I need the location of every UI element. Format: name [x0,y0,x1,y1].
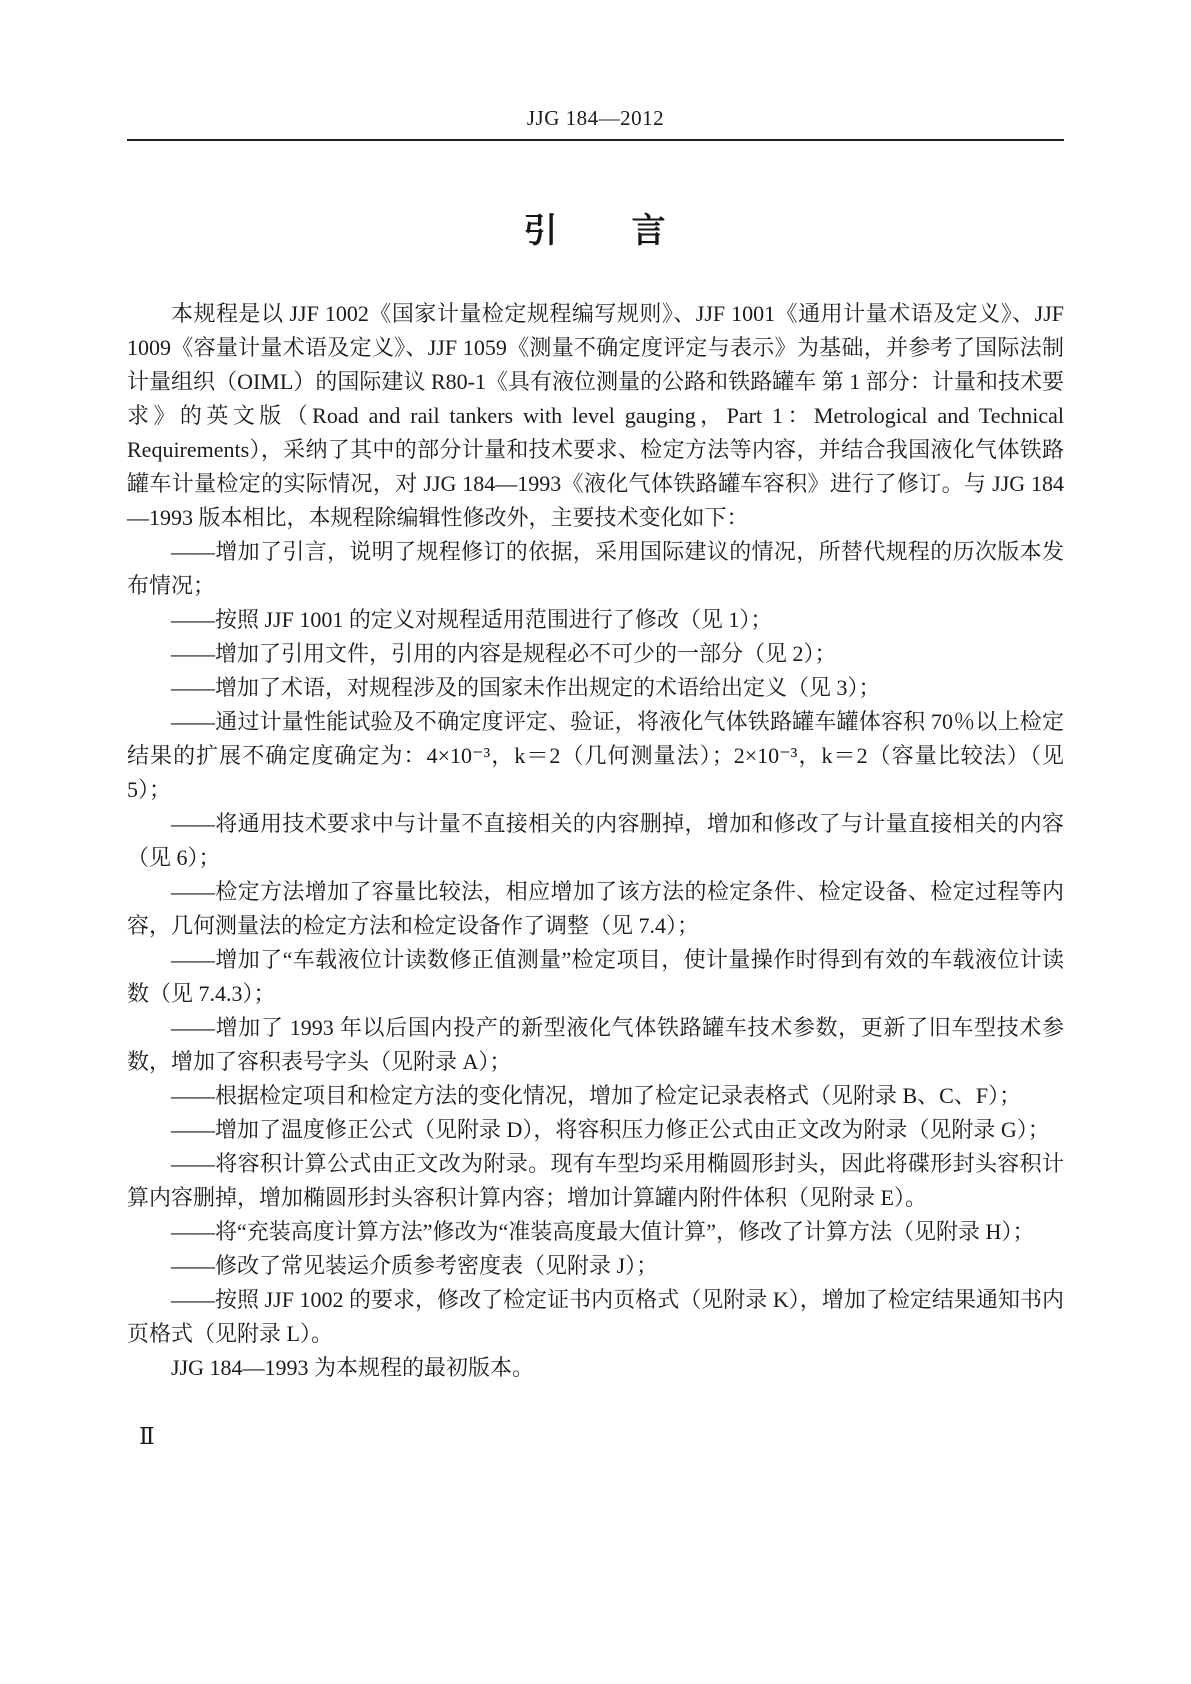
paragraph-change-5: ——通过计量性能试验及不确定度评定、验证，将液化气体铁路罐车罐体容积 70％以上检定结果的扩展不确定度确定为：4×10⁻³，k＝2（几何测量法）；2×10⁻³，k＝2（容量比较法）（见 5）； [127,709,1064,802]
header-rule [127,139,1064,141]
paragraph-change-11: ——增加了温度修正公式（见附录 D），将容积压力修正公式由正文改为附录（见附录 G）； [171,1117,1050,1142]
document-body [127,297,1064,1385]
paragraph-change-2: ——按照 JJF 1001 的定义对规程适用范围进行了修改（见 1）； [171,607,773,632]
page-title: 引 言 [523,213,668,250]
paragraph-change-3: ——增加了引用文件，引用的内容是规程必不可少的一部分（见 2）； [171,641,837,666]
page-number: Ⅱ [139,1424,155,1449]
paragraph-change-8: ——增加了“车载液位计读数修正值测量”检定项目，使计量操作时得到有效的车载液位计读数（见 7.4.3）； [127,947,1064,1006]
paragraph-change-14: ——修改了常见装运介质参考密度表（见附录 J）； [171,1253,659,1278]
document-header [127,106,1064,131]
paragraph-change-6: ——将通用技术要求中与计量不直接相关的内容删掉，增加和修改了与计量直接相关的内容（见 6）； [127,811,1064,870]
paragraph-change-12: ——将容积计算公式由正文改为附录。现有车型均采用椭圆形封头，因此将碟形封头容积计算内容删掉，增加椭圆形封头容积计算内容；增加计算罐内附件体积（见附录 E）。 [127,1151,1064,1210]
paragraph-change-1: ——增加了引言，说明了规程修订的依据，采用国际建议的情况，所替代规程的历次版本发布情况； [127,539,1064,598]
paragraph-intro: 本规程是以 JJF 1002《国家计量检定规程编写规则》、JJF 1001《通用计量术语及定义》、JJF 1009《容量计量术语及定义》、JJF 1059《测量不确定度评定与表示》为基础，并参考了国际法制计量组织（OIML）的国际建议 R80-1《具有液位测量的公路和铁路罐车 第 1 部分：计量和技术要求》的英文版（Road and rail tankers with level gauging，Part 1：Metrological and Technical Requirements），采纳了其中的部分计量和技术要求、检定方法等内容，并结合我国液化气体铁路罐车计量检定的实际情况，对 JJG 184—1993《液化气体铁路罐车容积》进行了修订。与 JJG 184—1993 版本相比，本规程除编辑性修改外，主要技术变化如下： [127,301,1064,530]
paragraph-change-9: ——增加了 1993 年以后国内投产的新型液化气体铁路罐车技术参数，更新了旧车型技术参数，增加了容积表号字头（见附录 A）； [127,1015,1064,1074]
paragraph-change-4: ——增加了术语，对规程涉及的国家未作出规定的术语给出定义（见 3）； [171,675,881,700]
paragraph-closing: JJG 184—1993 为本规程的最初版本。 [171,1355,535,1380]
paragraph-change-7: ——检定方法增加了容量比较法，相应增加了该方法的检定条件、检定设备、检定过程等内容，几何测量法的检定方法和检定设备作了调整（见 7.4）； [127,879,1064,938]
paragraph-change-13: ——将“充装高度计算方法”修改为“准装高度最大值计算”，修改了计算方法（见附录 H）； [171,1219,1035,1244]
document-number: JJG 184—2012 [526,106,665,130]
paragraph-change-15: ——按照 JJF 1002 的要求，修改了检定证书内页格式（见附录 K），增加了检定结果通知书内页格式（见附录 L）。 [127,1287,1064,1346]
paragraph-change-10: ——根据检定项目和检定方法的变化情况，增加了检定记录表格式（见附录 B、C、F）； [171,1083,1022,1108]
